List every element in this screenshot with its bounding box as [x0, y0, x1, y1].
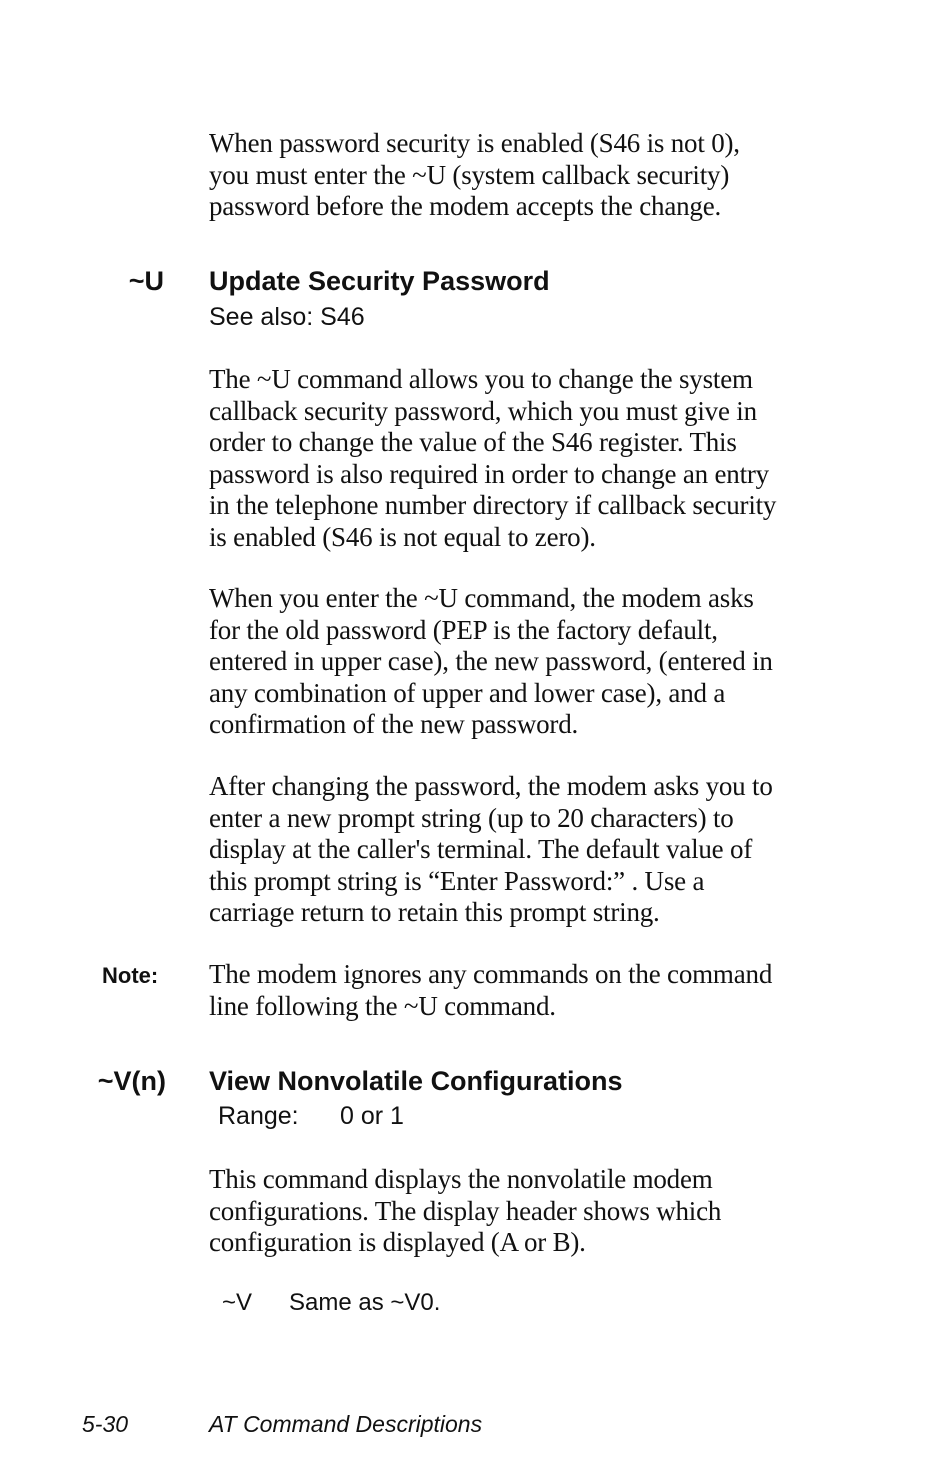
section-v-range-value: 0 or 1 [340, 1102, 404, 1130]
paragraph-line: this prompt string is “Enter Password:” . Use a [209, 865, 705, 896]
note-label: Note: [102, 963, 159, 988]
paragraph-line: display at the caller's terminal. The default value of [209, 834, 753, 864]
paragraph-line: order to change the value of the S46 register. This [209, 427, 737, 457]
paragraph-line: is enabled (S46 is not equal to zero). [209, 521, 596, 552]
command-u-label: ~U [128, 266, 164, 296]
paragraph-line: The ~U command allows you to change the system [209, 364, 753, 394]
paragraph-line: This command displays the nonvolatile modem [209, 1164, 713, 1194]
paragraph-line: configurations. The display header shows which [209, 1195, 722, 1226]
footer-section-title: AT Command Descriptions [209, 1411, 483, 1437]
section-u-paragraph-3 [209, 771, 849, 929]
command-v-label: ~V(n) [97, 1066, 166, 1096]
paragraph-line: password is also required in order to change an entry [209, 458, 769, 489]
page-number: 5-30 [82, 1411, 129, 1437]
section-v-paragraph-1 [209, 1164, 849, 1259]
paragraph-line: in the telephone number directory if callback security [209, 490, 777, 520]
paragraph-line: carriage return to retain this prompt string. [209, 897, 660, 927]
intro-paragraph [209, 128, 849, 223]
intro-line: you must enter the ~U (system callback security) [209, 159, 730, 190]
option-description: Same as ~V0. [289, 1289, 441, 1316]
paragraph-line: When you enter the ~U command, the modem asks [209, 583, 754, 613]
section-u-paragraph-1 [209, 364, 849, 553]
paragraph-line: any combination of upper and lower case), and a [209, 677, 726, 708]
paragraph-line: configuration is displayed (A or B). [209, 1227, 586, 1257]
option-code: ~V [222, 1289, 253, 1316]
intro-line: When password security is enabled (S46 is not 0), [209, 128, 740, 158]
paragraph-line: confirmation of the new password. [209, 709, 579, 739]
section-u-see-also: See also: S46 [209, 303, 365, 331]
intro-line: password before the modem accepts the change. [209, 191, 722, 221]
section-u-title: Update Security Password [209, 266, 550, 296]
section-v-title: View Nonvolatile Configurations [209, 1066, 623, 1096]
paragraph-line: entered in upper case), the new password, (entered in [209, 646, 773, 676]
paragraph-line: After changing the password, the modem asks you to [209, 771, 773, 801]
paragraph-line: callback security password, which you must give in [209, 395, 757, 426]
note-text [209, 959, 849, 1022]
section-v-range-label: Range: [218, 1102, 299, 1130]
note-line: The modem ignores any commands on the command [209, 959, 773, 989]
paragraph-line: for the old password (PEP is the factory default, [209, 614, 718, 645]
paragraph-line: enter a new prompt string (up to 20 characters) to [209, 802, 734, 833]
note-line: line following the ~U command. [209, 990, 556, 1021]
section-u-paragraph-2 [209, 583, 849, 741]
